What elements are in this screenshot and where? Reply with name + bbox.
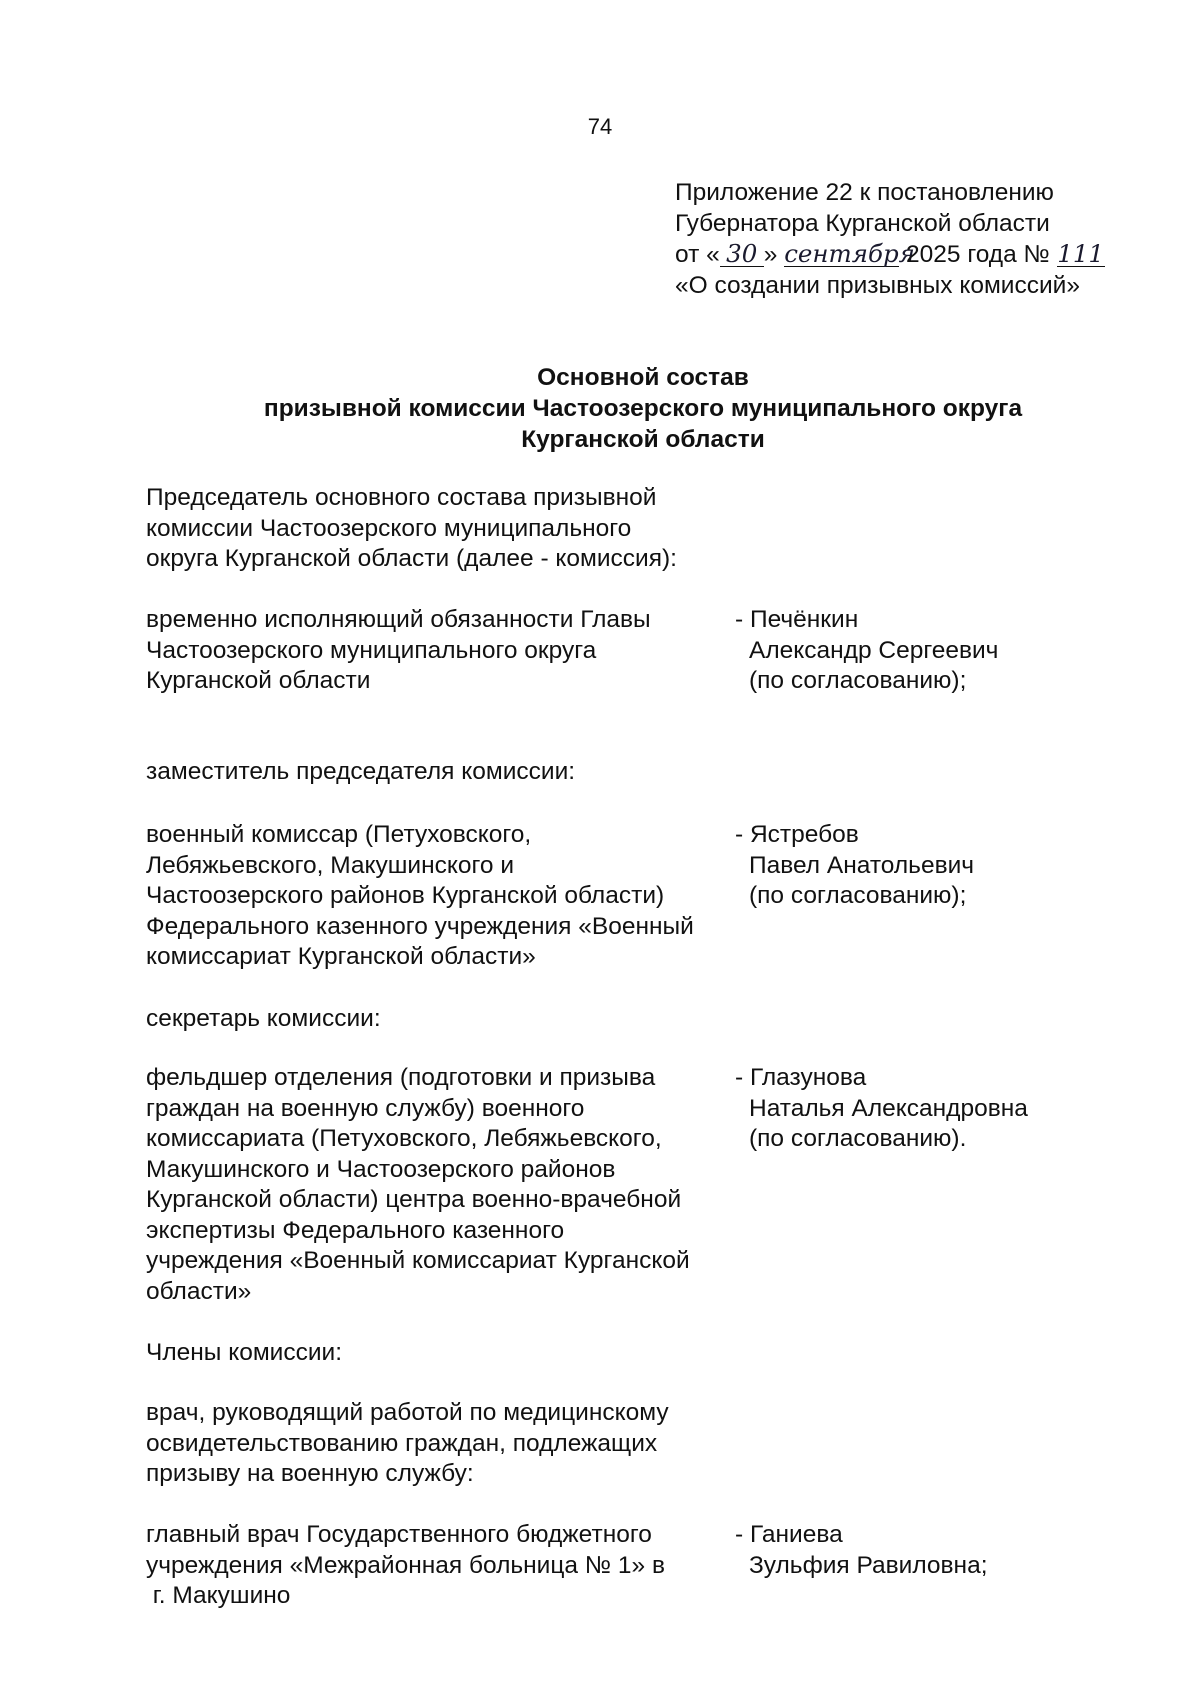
doctor-role-line: учреждения «Межрайонная больница № 1» в (146, 1551, 665, 1579)
appendix-line-2: Губернатора Курганской области (675, 210, 1050, 237)
secretary-heading: секретарь комиссии: (146, 1005, 381, 1032)
secretary-role-line: граждан на военную службу) военного (146, 1094, 585, 1122)
chairman-role-line: временно исполняющий обязанности Главы (146, 606, 651, 633)
date-mid: » (763, 241, 778, 268)
deputy-heading: заместитель председателя комиссии: (146, 758, 576, 785)
appendix-line-1: Приложение 22 к постановлению (675, 179, 1054, 206)
doctor-given-names: Зульфия Равиловна; (749, 1551, 988, 1579)
secretary-role-line: учреждения «Военный комиссариат Курганской (146, 1247, 690, 1274)
doctor-role-line: г. Макушино (146, 1582, 291, 1609)
deputy-role (146, 820, 726, 973)
doctor-person (735, 1520, 1165, 1581)
secretary-role-line: фельдшер отделения (подготовки и призыва (146, 1064, 656, 1091)
secretary-role-line: Курганской области) центра военно-врачебной (146, 1186, 682, 1213)
title-line-2: призывной комиссии Частоозерского муниципального округа (263, 395, 1023, 422)
secretary-given-names: Наталья Александровна (749, 1094, 1028, 1122)
chairman-heading-line: Председатель основного состава призывной (146, 484, 657, 511)
deputy-role-line: военный комиссар (Петуховского, (146, 821, 532, 848)
chairman-given-names: Александр Сергеевич (749, 636, 999, 664)
deputy-person (735, 820, 1165, 912)
members-heading: Члены комиссии: (146, 1339, 343, 1366)
deputy-given-names: Павел Анатольевич (749, 851, 975, 879)
deputy-role-line: Федерального казенного учреждения «Военный (146, 912, 694, 940)
secretary-role-line: области» (146, 1277, 252, 1305)
doctor-heading-line: освидетельствованию граждан, подлежащих (146, 1429, 658, 1457)
doctor-heading-line: врач, руководящий работой по медицинскому (146, 1399, 669, 1426)
doctor-role-line: главный врач Государственного бюджетного (146, 1521, 652, 1548)
handwritten-day: 30 (720, 242, 764, 267)
deputy-surname: - Ястребов (735, 821, 859, 848)
title-line-3: Курганской области (521, 426, 765, 453)
handwritten-doc-number: 111 (1057, 239, 1105, 268)
doctor-role (146, 1520, 726, 1612)
appendix-date-line (675, 239, 1175, 270)
appendix-header (675, 177, 1175, 301)
chairman-heading-line: комиссии Частоозерского муниципального (146, 514, 632, 542)
chairman-role (146, 605, 726, 697)
title-line-1: Основной состав (537, 364, 749, 391)
secretary-surname: - Глазунова (735, 1064, 867, 1091)
document-title (0, 362, 1200, 455)
secretary-role (146, 1063, 726, 1307)
date-year: 2025 года № (906, 241, 1050, 268)
secretary-role-line: комиссариата (Петуховского, Лебяжьевского, (146, 1125, 662, 1152)
doctor-heading-line: призыву на военную службу: (146, 1460, 474, 1487)
chairman-heading-line: округа Курганской области (далее - комиссия): (146, 545, 677, 572)
doctor-surname: - Ганиева (735, 1521, 843, 1548)
doctor-heading (146, 1398, 726, 1490)
secretary-role-line: Макушинского и Частоозерского районов (146, 1155, 616, 1183)
chairman-heading (146, 483, 726, 575)
secretary-person (735, 1063, 1165, 1155)
deputy-note: (по согласованию); (749, 882, 967, 909)
deputy-role-line: комиссариат Курганской области» (146, 943, 536, 970)
date-prefix: от « (675, 241, 720, 268)
deputy-role-line: Частоозерского районов Курганской области) (146, 882, 665, 909)
chairman-role-line: Курганской области (146, 667, 371, 694)
secretary-role-line: экспертизы Федерального казенного (146, 1216, 565, 1244)
chairman-role-line: Частоозерского муниципального округа (146, 636, 597, 664)
appendix-line-4: «О создании призывных комиссий» (675, 272, 1080, 299)
page-number: 74 (587, 114, 613, 139)
handwritten-month: сентября (784, 239, 915, 268)
secretary-note: (по согласованию). (749, 1125, 967, 1152)
deputy-role-line: Лебяжьевского, Макушинского и (146, 851, 515, 879)
chairman-person (735, 605, 1165, 697)
chairman-note: (по согласованию); (749, 667, 967, 694)
chairman-surname: - Печёнкин (735, 606, 859, 633)
